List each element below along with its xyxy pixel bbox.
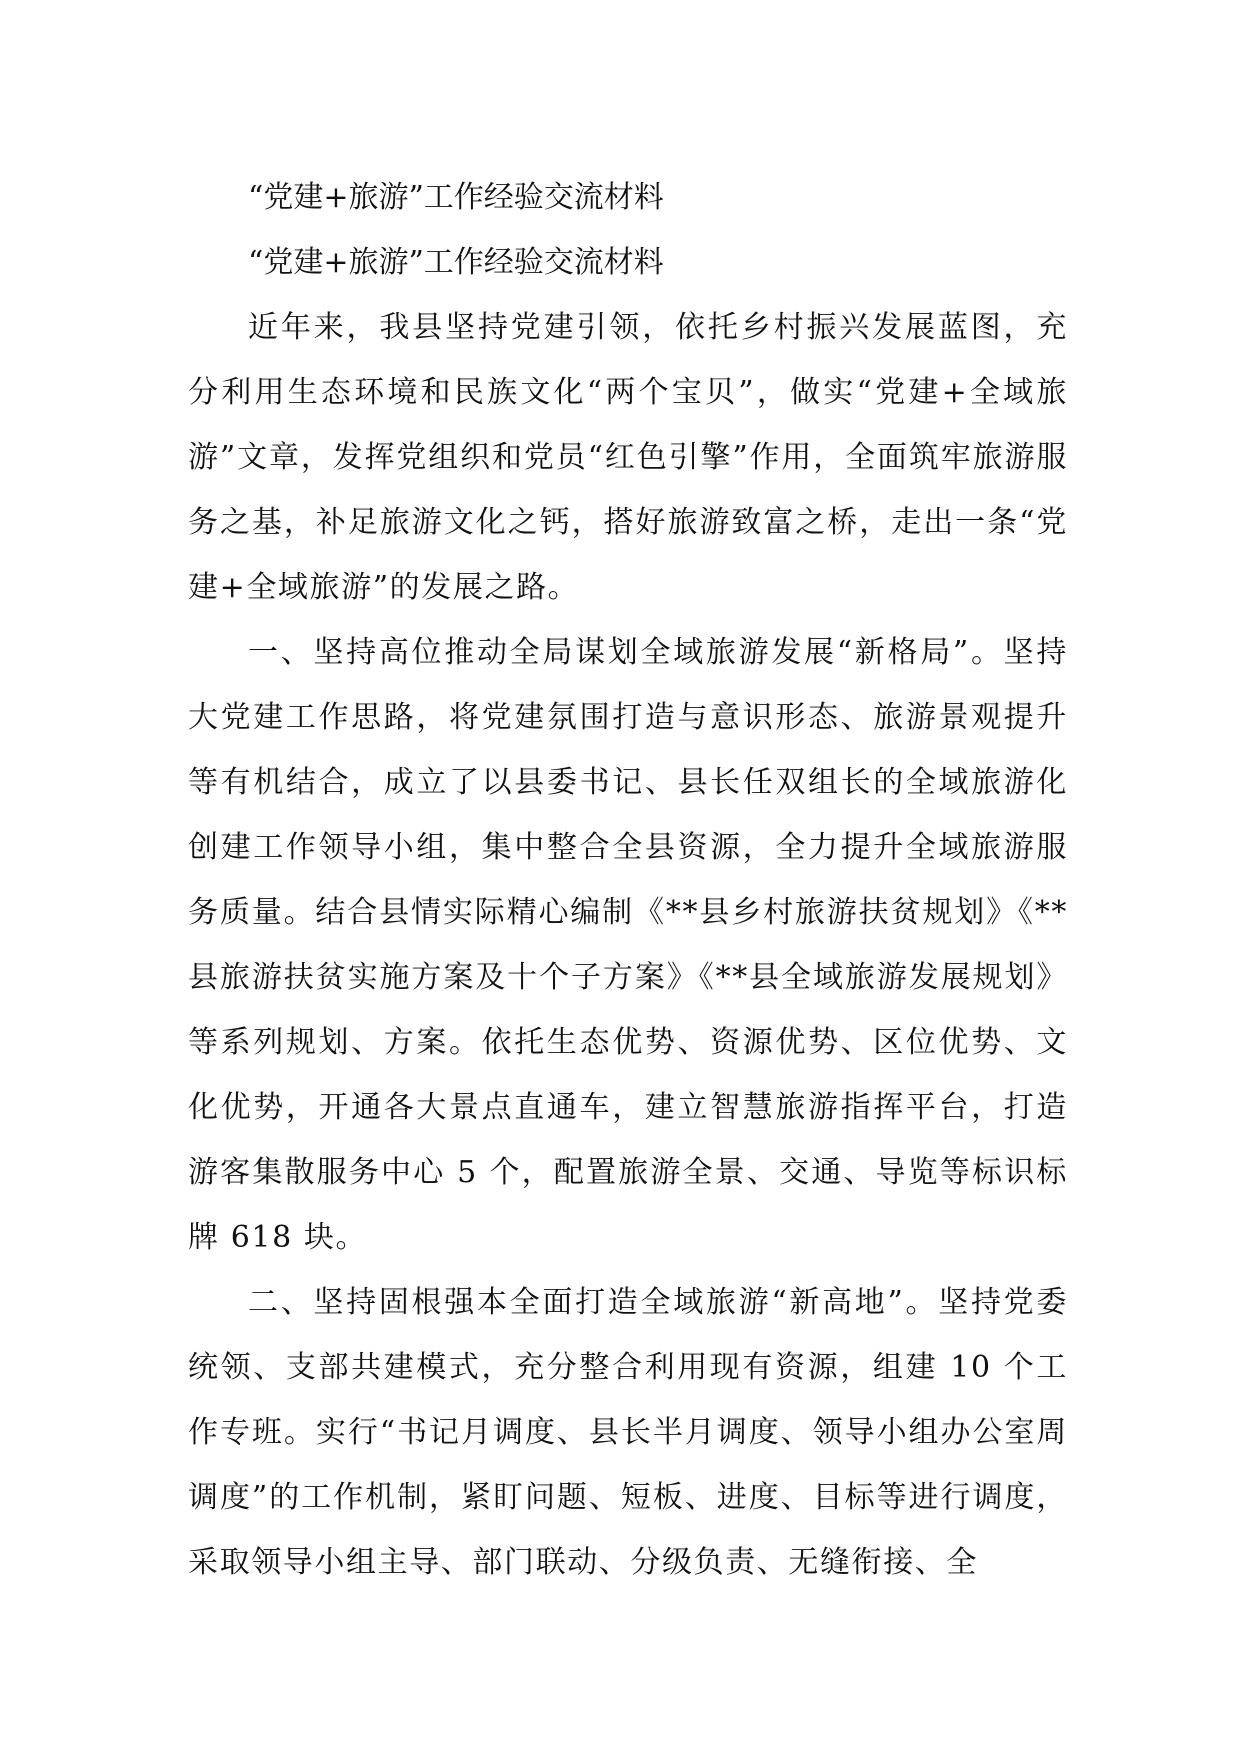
document-body xyxy=(188,165,1068,1595)
document-title: “党建+旅游”工作经验交流材料 xyxy=(248,180,664,215)
paragraph-intro: 近年来，我县坚持党建引领，依托乡村振兴发展蓝图，充分利用生态环境和民族文化“两个宝贝”，做实“党建+全域旅游”文章，发挥党组织和党员“红色引擎”作用，全面筑牢旅游服务之基，补足旅游文化之钙，搭好旅游致富之桥，走出一条“党建+全域旅游”的发展之路。 xyxy=(188,310,1068,605)
document-subtitle: “党建+旅游”工作经验交流材料 xyxy=(248,245,664,280)
paragraph-section-2: 二、坚持固根强本全面打造全域旅游“新高地”。坚持党委统领、支部共建模式，充分整合利用现有资源，组建 10 个工作专班。实行“书记月调度、县长半月调度、领导小组办公室周调度”的工作机制，紧盯问题、短板、进度、目标等进行调度，采取领导小组主导、部门联动、分级负责、无缝衔接、全 xyxy=(188,1285,1068,1580)
paragraph-section-1: 一、坚持高位推动全局谋划全域旅游发展“新格局”。坚持大党建工作思路，将党建氛围打造与意识形态、旅游景观提升等有机结合，成立了以县委书记、县长任双组长的全域旅游化创建工作领导小组，集中整合全县资源，全力提升全域旅游服务质量。结合县情实际精心编制《**县乡村旅游扶贫规划》《**县旅游扶贫实施方案及十个子方案》《**县全域旅游发展规划》等系列规划、方案。依托生态优势、资源优势、区位优势、文化优势，开通各大景点直通车，建立智慧旅游指挥平台，打造游客集散服务中心 5 个，配置旅游全景、交通、导览等标识标牌 618 块。 xyxy=(188,635,1068,1255)
